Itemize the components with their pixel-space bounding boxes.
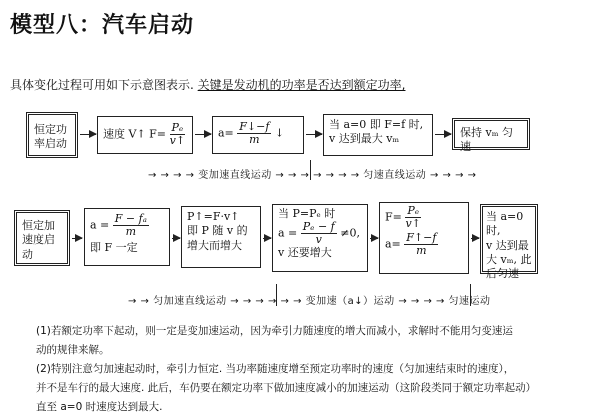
row2-box-max-line1: 当 a=0 时, bbox=[486, 210, 524, 238]
note-line-5: 直至 a=0 时速度达到最大. bbox=[36, 401, 163, 413]
intro-key-point: 关键是发动机的功率是否达到额定功率, bbox=[197, 78, 406, 92]
intro-line bbox=[10, 76, 405, 93]
row2-box-constant-acc-text: 恒定加速度启动 bbox=[22, 219, 55, 261]
row2-box-dec-lead1: F= bbox=[385, 210, 402, 224]
row2-box-max-speed bbox=[480, 204, 538, 281]
row2-box-force-num: F − fₐ bbox=[114, 212, 147, 225]
row2-box-rated-power bbox=[272, 204, 368, 272]
row2-box-max-line4: 后匀速 bbox=[486, 267, 519, 281]
row1-box-condition-line1: 当 a=0 即 F=f 时, bbox=[329, 118, 424, 131]
row2-box-rated-num: Pₑ − f bbox=[302, 220, 335, 234]
row2-box-rated-line1: 当 P=Pₑ 时 bbox=[278, 207, 336, 220]
row2-box-rated-line3: v 还要增大 bbox=[278, 246, 332, 260]
row2-box-rated-tail: ≠0, bbox=[340, 226, 360, 240]
row2-box-power-line3: 增大而增大 bbox=[187, 238, 242, 252]
row1-box-speed-den: v↑ bbox=[169, 134, 186, 148]
row1-box-speed-fraction bbox=[170, 122, 186, 147]
row2-box-dec-den1: v↑ bbox=[405, 217, 421, 231]
row1-box-speed-num: Pₑ bbox=[171, 121, 184, 134]
row2-box-dec-lead2: a= bbox=[385, 237, 401, 251]
row1-box-acc-lead: a= bbox=[218, 126, 234, 140]
row2-box-rated-den: v bbox=[315, 233, 322, 247]
row1-box-speed-lead: 速度 V↑ F= bbox=[103, 127, 167, 141]
row1-box-constant-power-text: 恒定功率启动 bbox=[34, 123, 67, 151]
row2-arrow-3 bbox=[263, 238, 271, 239]
note-line-4: 并不是车行的最大速度. 此后，车仍要在额定功率下做加速度减小的加速运动（这阶段类同于额定功率起动） bbox=[36, 382, 537, 394]
row2-box-dec-formula1 bbox=[385, 205, 463, 230]
row2-box-force-fraction bbox=[113, 213, 149, 238]
row2-box-rated-formula bbox=[278, 221, 362, 246]
note-line-1: (1)若额定功率下起动，则一定是变加速运动，因为牵引力随速度的增大而减小，求解时不能用匀变速运 bbox=[36, 325, 513, 337]
row2-box-force bbox=[84, 208, 170, 266]
row2-box-force-line2: 即 F 一定 bbox=[90, 241, 138, 255]
row1-arrow-2 bbox=[195, 134, 211, 135]
row2-box-force-formula bbox=[90, 213, 164, 238]
row1-box-acc-fraction bbox=[237, 121, 271, 146]
row2-box-force-den: m bbox=[125, 225, 137, 239]
row2-box-dec-formula2 bbox=[385, 232, 463, 257]
row1-arrow-4 bbox=[435, 134, 451, 135]
row2-box-power bbox=[181, 206, 261, 268]
row2-box-dec-num2: F↑−f bbox=[406, 231, 437, 245]
row1-box-acc-den: m bbox=[249, 133, 260, 147]
row1-arrow-3 bbox=[306, 134, 322, 135]
notes-section bbox=[10, 322, 590, 417]
row1-stage-labels: → → → → 变加速直线运动 → → → → → → → 匀速直线运动 → → → → bbox=[148, 170, 477, 181]
row1-box-uniform bbox=[452, 118, 530, 154]
row1-box-acceleration bbox=[212, 116, 304, 154]
row1-box-acc-tail: ↓ bbox=[274, 126, 285, 140]
row1-box-acc-num: F↓−f bbox=[239, 120, 270, 133]
row2-box-rated-lead: a = bbox=[278, 226, 298, 240]
row2-box-power-line2: 即 P 随 v 的 bbox=[187, 224, 248, 238]
row2-box-dec-fraction1 bbox=[405, 205, 421, 230]
row1-box-constant-power bbox=[26, 112, 78, 158]
row2-box-power-line1: P↑=F·v↑ bbox=[187, 210, 240, 223]
row2-box-dec-den2: m bbox=[416, 244, 427, 258]
row2-box-decreasing-acc bbox=[379, 202, 469, 274]
row2-box-max-line2: v 达到最 bbox=[486, 238, 529, 252]
row2-box-force-lead: a = bbox=[90, 218, 110, 232]
intro-lead: 具体变化过程可用如下示意图表示. bbox=[10, 78, 194, 92]
note-line-3: (2)特别注意匀加速起动时，牵引力恒定. 当功率随速度增至预定功率时的速度（匀加速结束时的速度）， bbox=[36, 363, 515, 375]
row2-arrow-4 bbox=[370, 238, 378, 239]
row1-box-condition bbox=[323, 114, 433, 156]
row2-box-rated-fraction bbox=[301, 221, 337, 246]
row1-arrow-1 bbox=[80, 134, 96, 135]
page-title: 模型八：汽车启动 bbox=[10, 13, 195, 38]
row2-stage-labels: → → 匀加速直线运动 → → → → → → 变加速（a↓）运动 → → → → 匀速运动 bbox=[128, 296, 491, 307]
row1-box-condition-line2: v 达到最大 vₘ bbox=[329, 132, 400, 146]
note-line-2: 动的规律来解。 bbox=[36, 344, 110, 356]
row2-box-dec-num1: Pₑ bbox=[407, 204, 420, 217]
row2-arrow-2 bbox=[172, 238, 180, 239]
row1-box-uniform-text: 保持 vₘ 匀速 bbox=[460, 126, 513, 154]
row2-box-constant-acc bbox=[14, 210, 70, 266]
row2-box-dec-fraction2 bbox=[404, 232, 438, 257]
row2-arrow-5 bbox=[471, 238, 479, 239]
row2-arrow-1 bbox=[72, 238, 82, 239]
row1-box-speed bbox=[97, 116, 193, 154]
row2-box-max-line3: 大 vₘ, 此 bbox=[486, 252, 532, 266]
